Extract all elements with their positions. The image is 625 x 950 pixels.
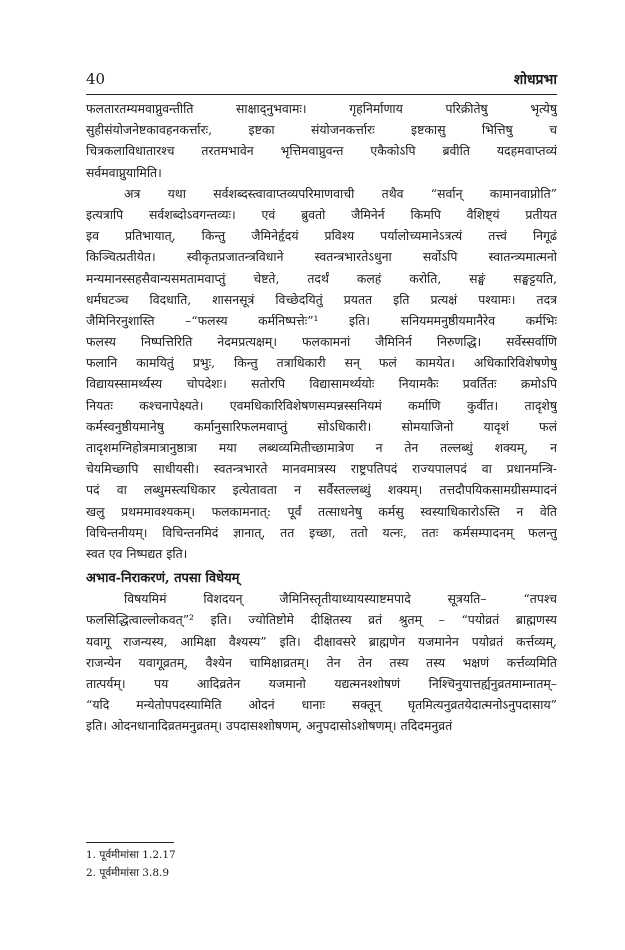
text-line: इत्यत्रापि सर्वशब्दोऽवगन्तव्यः। एवं ब्रुवतो जैमिनेर्न किमपि वैशिष्ट्यं प्रतीयत [86,206,557,222]
text-line: विद्यायस्सामर्थ्यस्य चोपदेशः। सतोरपि विद्यासामर्थ्ययोः नियामकैः प्रवर्तितः क्रमोऽपि [86,376,557,392]
page-number: 40 [86,70,106,88]
text-line: चित्रकलाविधातारश्च तरतमभावेन भृत्तिमवाप्नुवन्त एकैकोऽपि ब्रवीति यदहमवाप्तव्यं [86,143,557,159]
paragraph [86,98,557,183]
text-line: सर्वमवाप्नुयामिति। [86,164,162,180]
text-line: फलस्य निष्पत्तिरिति नेदमप्रत्यक्षम्। फलकामनां जैमिनिर्न निरुणद्धि। सर्वेस्सर्वाणि [86,334,557,350]
text-line: तात्पर्यम्। पय आदिव्रतेन यजमानो यद्यत्मनश्शोषणं निश्चिनुयात्तर्ह्यनुव्रतमाम्नातम्– [86,675,557,691]
text-line: अत्र यथा सर्वशब्दस्त्वावाप्तव्यपरिमाणवाची तथैव “सर्वान् कामानवाप्नोति” [124,185,557,201]
text-line: फलानि कामयितुं प्रभुः, किन्तु तत्राधिकारी सन् फलं कामयेत। अधिकारिविशेषणेषु [86,355,557,371]
paragraph [86,588,557,736]
footnote: 1. पूर्वमीमांसा 1.2.17 [86,849,176,861]
paragraph [86,183,557,564]
text-line: नियतः कश्चनापेक्ष्यते। एवमधिकारिविशेषणसम्पन्नस्सनियमं कर्माणि कुर्वीत। तादृशेषु [86,397,557,413]
text-line: किञ्चित्प्रतीयेत। स्वीकृतप्रजातन्त्रविधाने स्वतन्त्रभारतेऽधुना सर्वोऽपि स्वातन्त्र्यमात्मनो [86,249,557,265]
footnote-rule [86,842,174,843]
text-line: कर्मस्वनुष्ठीयमानेषु कर्मानुसारिफलमवाप्तुं सोऽधिकारी। सोमयाजिनो यादृशं फलं [86,418,557,434]
text-line: खलु प्रथममावश्यकम्। फलकामनात्: पूर्वं तत्साधनेषु कर्मसु स्वस्याधिकारोऽस्ति न वेति [86,503,557,519]
footnotes [86,846,176,882]
text-line: मन्यमानस्सहसैवान्यसमतामवाप्तुं चेष्टते, तदर्थं कलहं करोति, सङ्घं सङ्घट्टयति, [86,270,557,286]
text-line: फलसिद्धित्वाल्लोकवत्”² इति। ज्योतिष्टोमे दीक्षितस्य व्रतं श्रुतम् – “पयोव्रतं ब्राह्मणस्य [86,612,557,628]
text-line: यवागू राजन्यस्य, आमिक्षा वैश्यस्य” इति। दीक्षावसरे ब्राह्मणेन यजमानेन पयोव्रतं कर्त्तव्यम्, [86,633,557,649]
text-line: फलतारतम्यमवाप्नुवन्तीति साक्षाद्नुभवामः। गृहनिर्माणाय परिक्रीतेषु भृत्येषु [86,101,557,116]
text-line: विषयमिमं विशदयन् जैमिनिस्तृतीयाध्यायस्याष्टमपादे सूत्रयति– “तपश्च [124,591,557,607]
text-line: जैमिनिरनुशास्ति –“फलस्य कर्मनिष्पत्तेः”¹ इति। सनियममनुष्ठीयमानैरेव कर्मभिः [86,312,557,328]
section-heading: अभाव-निराकरणं, तपसा विधेयम् [86,571,240,587]
footnote: 2. पूर्वमीमांसा 3.8.9 [86,867,170,879]
text-line: चेयमिच्छापि साधीयसी। स्वतन्त्रभारते मानवमात्रस्य राष्ट्रपतिपदं राज्यपालपदं वा प्रधानमन्त्रि- [86,461,557,477]
header-rule [86,94,557,95]
text-line: इति। ओदनधानादिव्रतमनुव्रतम्। उपदासश्शोषणम्, अनुपदासोऽशोषणम्। तदिदमनुव्रतं [86,718,453,734]
text-line: इव प्रतिभायात्, किन्तु जैमिनेर्हृदयं प्रविश्य पर्यालोच्यमानेऽत्रत्यं तत्त्वं निगूढं [86,228,557,244]
text-line: पदं वा लब्धुमस्त्यधिकार इत्येतावता न सर्वैस्तल्लब्धुं शक्यम्। तत्तदौपयिकसामग्रीसम्पादनं [86,482,557,498]
text-line: धर्मघटञ्च विदधाति, शासनसूत्रं विच्छेदयितुं प्रयतत इति प्रत्यक्षं पश्यामः। तदत्र [86,291,557,307]
body-text [86,98,557,736]
running-title: शोधप्रभा [513,72,557,88]
text-line: स्वत एव निष्पद्यत इति। [86,545,188,561]
text-line: “यदि मन्येतोपपदस्यामिति ओदनं धानाः सक्तून् घृतमित्यनुव्रतयेदात्मनोऽनुपदासाय” [86,697,557,713]
text-line: तादृशमग्निहोत्रमात्रानुष्ठात्रा मया लब्धव्यमितीच्छामात्रेण न तेन तल्लब्धुं शक्यम्, न [86,440,557,455]
text-line: सुहीसंयोजनेष्टकावहनकर्त्तारः, इष्टका संयोजनकर्त्तारः इष्टकासु भित्तिषु च [86,122,557,138]
text-line: विचिन्तनीयम्। विचिन्तनमिदं ज्ञानात्, तत इच्छा, ततो यत्नः, ततः कर्मसम्पादनम् फलन्तु [86,524,557,540]
text-line: राजन्येन यवागूव्रतम्, वैश्येन चामिक्षाव्रतम्। तेन तेन तस्य तस्य भक्षणं कर्त्तव्यमिति [86,654,557,670]
